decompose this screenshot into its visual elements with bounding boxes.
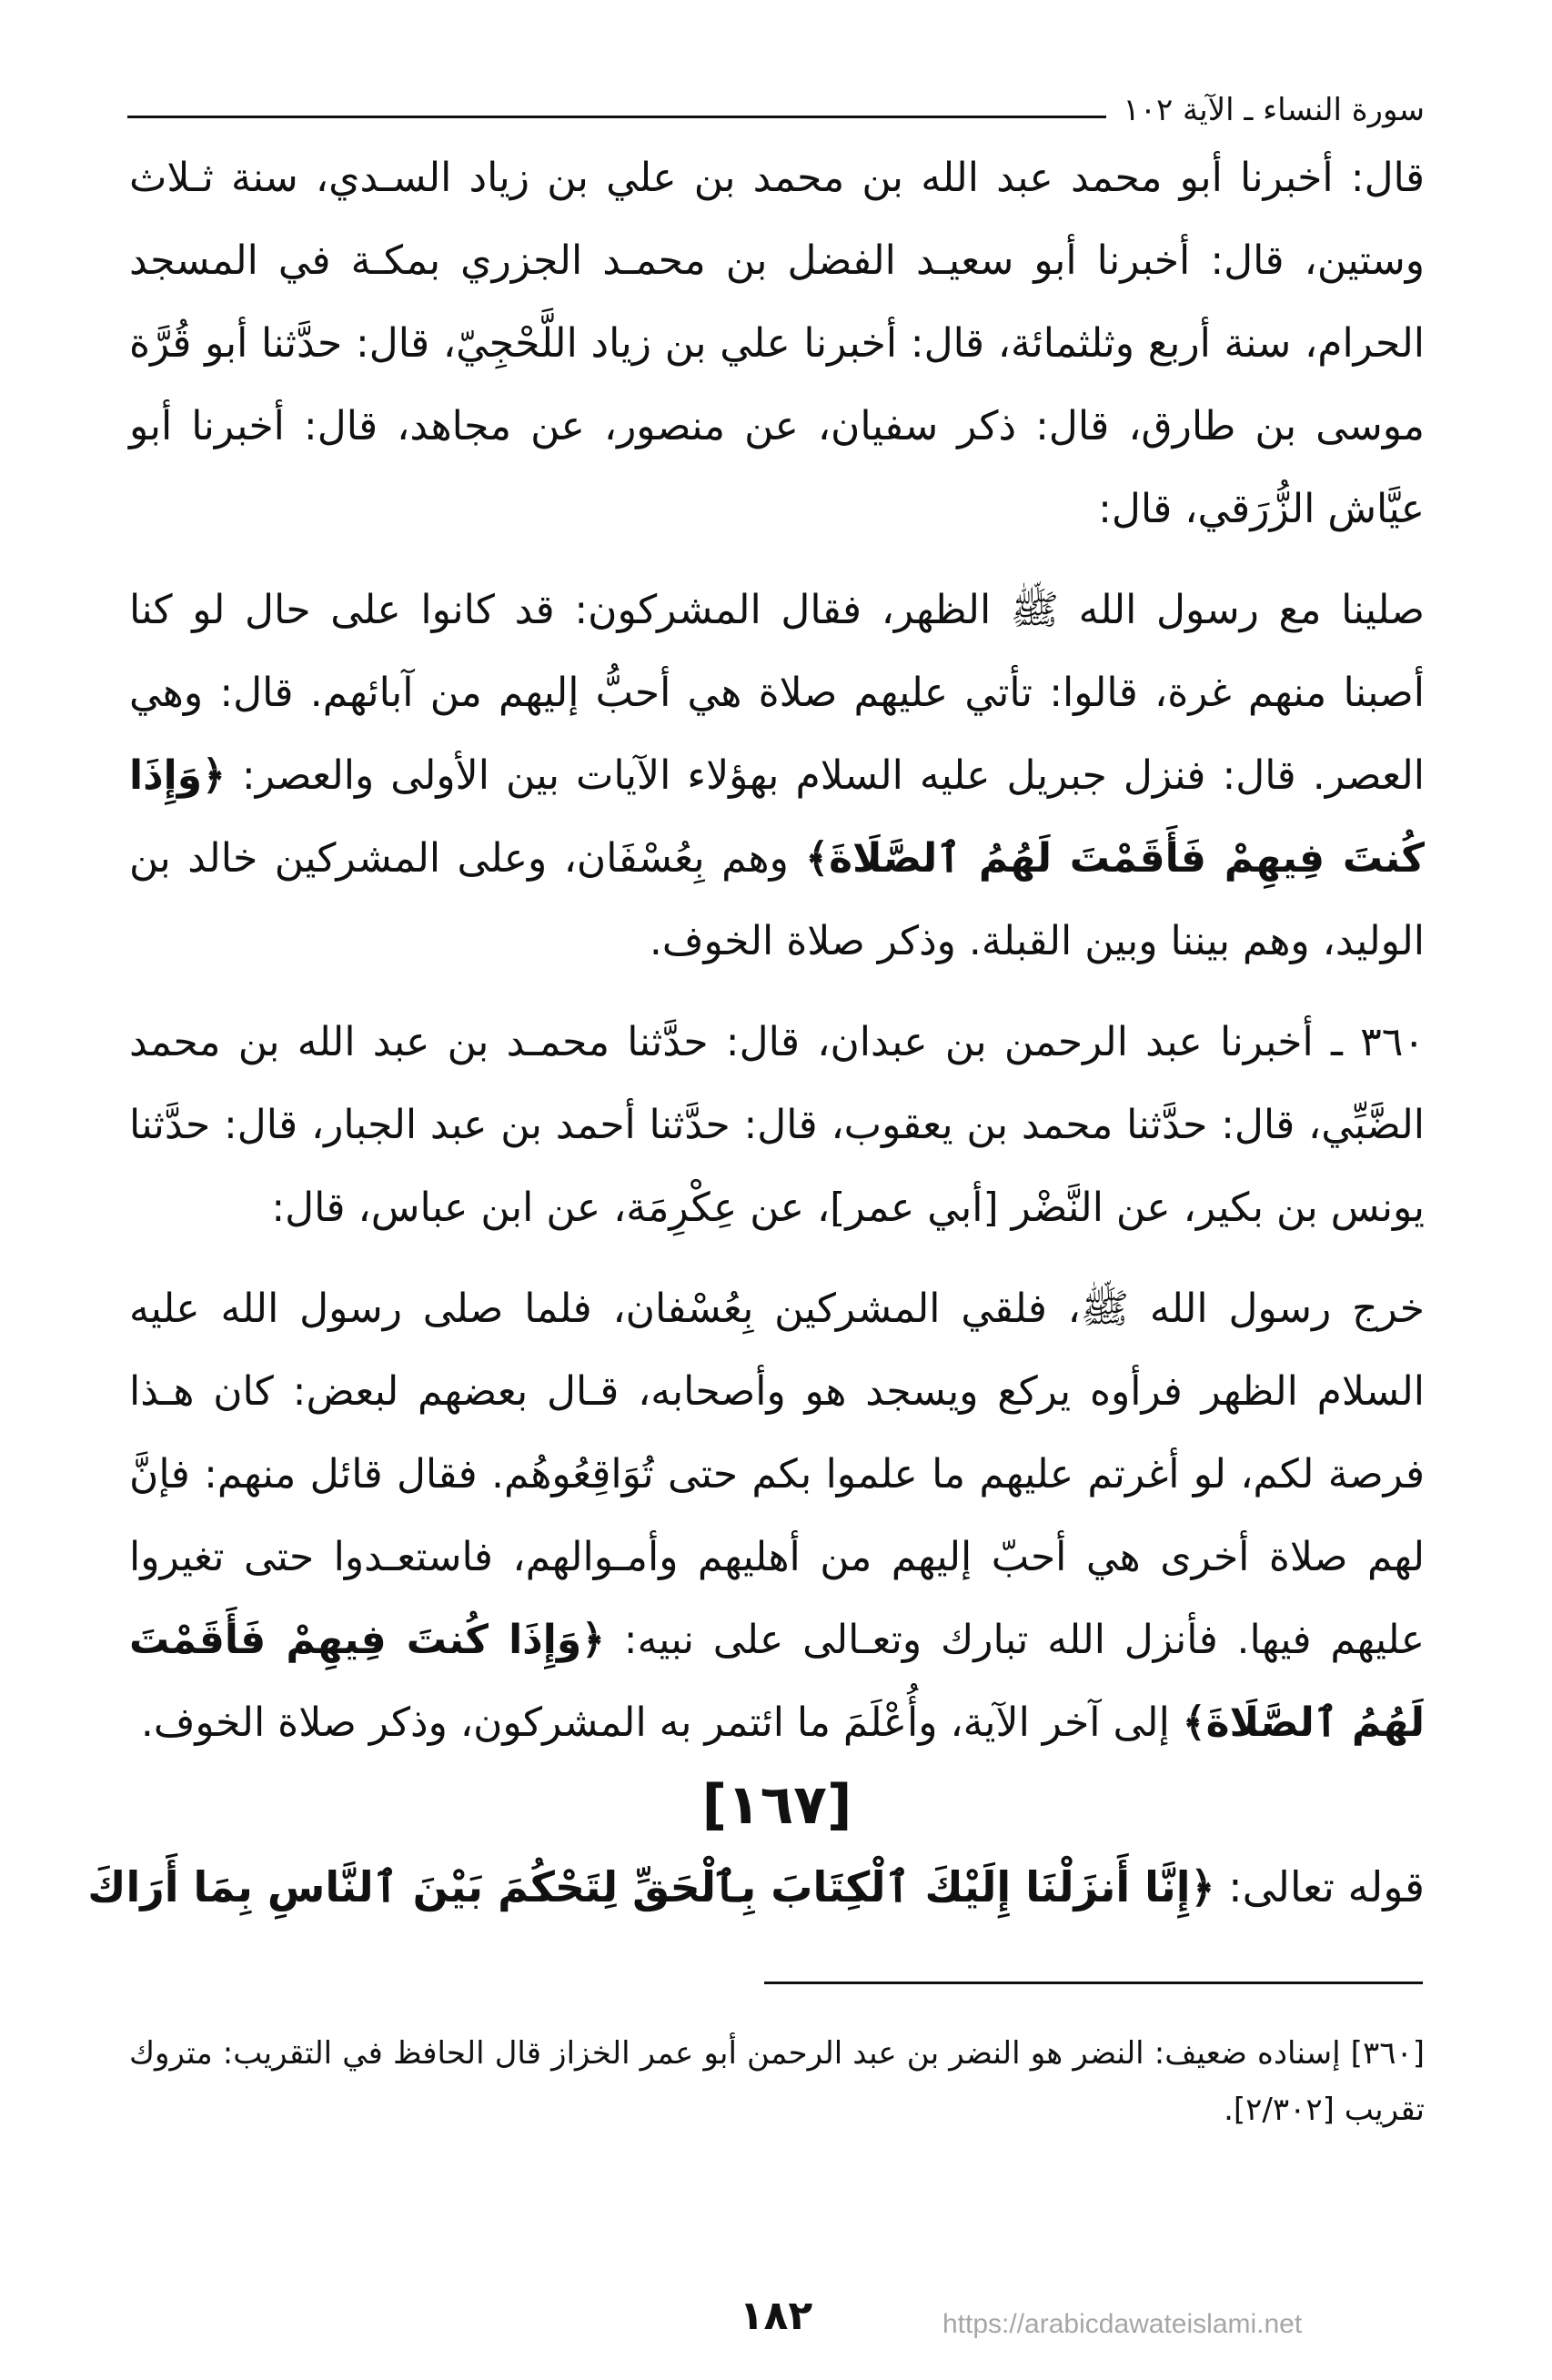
verse-intro: قوله تعالى: (1214, 1862, 1425, 1911)
matn-1-text-a: صلينا مع رسول الله ﷺ الظهر، فقال المشركون: قد كانوا على حال لو كنا أصبنا منهم غرة، قالوا: تأتي عليهم صلاة هي أحبُّ إليهم من آبائهم. قال: وهي العصر. قال: فنزل جبريل عليه السلام بهؤلاء الآيات بين الأولى والعصر: (129, 587, 1425, 799)
quran-verse: ﴿إِنَّا أَنزَلْنَا إِلَيْكَ ٱلْكِتَابَ بِٱلْحَقِّ لِتَحْكُمَ بَيْنَ ٱلنَّاسِ بِمَا أَرَاكَ (87, 1862, 1215, 1911)
isnad-paragraph-1: قال: أخبرنا أبو محمد عبد الله بن محمد بن علي بن زياد السـدي، سنة ثـلاث وستين، قال: أخبرنا أبو سعيـد الفضل بن محمـد الجزري بمكـة في المسجد الحرام، سنة أربع وثلثمائة، قال: أخبرنا علي بن زياد اللَّحْجِيّ، قال: حدَّثنا أبو قُرَّة موسى بن طارق، قال: ذكر سفيان، عن منصور، عن مجاهد، قال: أخبرنا أبو عيَّاش الزُّرَقي، قال: (129, 155, 1425, 532)
main-text (87, 136, 1425, 1928)
matn-1-text-b: وهم بِعُسْفَان، وعلى المشركين خالد بن الوليد، وهم بيننا وبين القبلة. وذكر صلاة الخوف. (129, 835, 1425, 964)
verse-heading (87, 1846, 1425, 1928)
watermark-url: https://arabicdawateislami.net (942, 2309, 1303, 2339)
matn-paragraph-2 (129, 1267, 1425, 1764)
header-rule (127, 116, 1106, 118)
verse-section-number: [١٦٧] (701, 1773, 852, 1837)
isnad-paragraph-2: ٣٦٠ ـ أخبرنا عبد الرحمن بن عبدان، قال: حدَّثنا محمـد بن عبد الله بن محمد الضَّبِّي، قال: حدَّثنا محمد بن يعقوب، قال: حدَّثنا أحمد بن عبد الجبار، قال: حدَّثنا يونس بن بكير، عن النَّضْر [أبي عمر]، عن عِكْرِمَة، عن ابن عباس، قال: (129, 1019, 1425, 1231)
matn-paragraph-1 (129, 569, 1425, 983)
matn-2-text-a: خرج رسول الله ﷺ، فلقي المشركين بِعُسْفان، فلما صلى رسول الله عليه السلام الظهر فرأوه يركع ويسجد هو وأصحابه، قـال بعضهم لبعض: كان هـذا فرصة لكم، لو أغرتم عليهم ما علموا بكم حتى تُوَاقِعُوهُم. فقال قائل منهم: فإنَّ لهم صلاة أخرى هي أحبّ إليهم من أهليهم وأمـوالهم، فاستعـدوا حتى تغيروا عليهم فيها. فأنزل الله تبارك وتعـالى على نبيه: (129, 1286, 1425, 1663)
surah-verse-title: سورة النساء ـ الآية ١٠٢ (1123, 92, 1425, 128)
quran-quote-1: ﴿وَإِذَا كُنتَ فِيهِمْ فَأَقَمْتَ لَهُمُ ٱلصَّلَاةَ﴾ (129, 752, 1425, 882)
footnote-360: [٣٦٠] إسناده ضعيف: النضر هو النضر بن عبد الرحمن أبو عمر الخزاز قال الحافظ في التقريب: متروك تقريب [٢/٣٠٢]. (129, 2035, 1425, 2128)
matn-2-text-b: إلى آخر الآية، وأُعْلَمَ ما ائتمر به المشركون، وذكر صلاة الخوف. (140, 1699, 1183, 1746)
quran-quote-2: ﴿وَإِذَا كُنتَ فِيهِمْ فَأَقَمْتَ لَهُمُ ٱلصَّلَاةَ﴾ (129, 1617, 1425, 1746)
footnotes (129, 2025, 1425, 2138)
footnote-rule (764, 1982, 1423, 1984)
page-number: ١٨٢ (739, 2293, 813, 2339)
running-header (127, 80, 1425, 126)
